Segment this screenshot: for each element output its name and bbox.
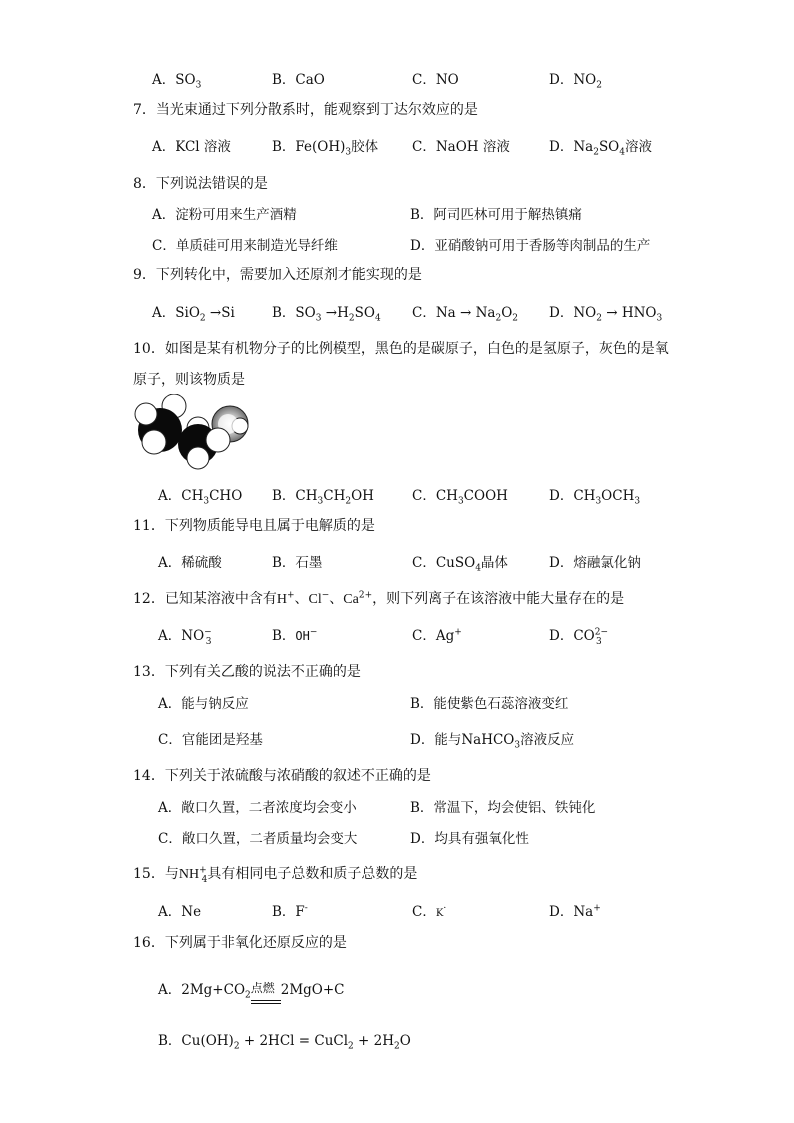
q12-stem: 12．已知某溶液中含有H+、Cl−、$Ca^{2+}$，则下列离子在该溶液中能大量存在的是 xyxy=(133,590,625,607)
q16-option-b: B．$Cu(OH)_2 + 2HCl$ = CuCl$_2$ + $2H_2O$ xyxy=(158,1033,411,1052)
hydrogen-atom xyxy=(142,430,166,454)
hydrogen-atom xyxy=(135,403,157,425)
q12-option-c: C．Ag+ xyxy=(412,627,462,644)
q7-option-c: C．NaOH 溶液 xyxy=(412,139,510,155)
q14-option-d: D．均具有强氧化性 xyxy=(410,831,529,847)
q15-option-a: A．Ne xyxy=(158,904,202,920)
q10-stem-line1: 10．如图是某有机物分子的比例模型，黑色的是碳原子，白色的是氢原子，灰色的是氧 xyxy=(133,341,669,357)
q9-option-c: C．$Na \to Na_2O_2$ xyxy=(412,305,519,324)
q14-option-c: C．敞口久置，二者质量均会变大 xyxy=(158,831,358,847)
hydrogen-atom xyxy=(206,428,230,452)
q8-option-c: C．单质硅可用来制造光导纤维 xyxy=(152,238,338,254)
q10-option-b: B．$CH_3CH_2OH$ xyxy=(272,488,374,507)
q15-option-c: C．K· xyxy=(412,903,447,920)
q11-option-a: A．稀硫酸 xyxy=(158,555,222,571)
q9-option-d: D．$NO_2 \to HNO_3$ xyxy=(549,305,663,324)
q10-option-d: D．$CH_3OCH_3$ xyxy=(549,488,641,507)
q16-stem: 16．下列属于非氧化还原反应的是 xyxy=(133,935,347,951)
q13-option-c: C．官能团是羟基 xyxy=(158,732,263,748)
q10-stem-line2: 原子，则该物质是 xyxy=(133,372,245,388)
q8-option-a: A．淀粉可用来生产酒精 xyxy=(152,207,297,223)
q9-stem: 9．下列转化中，需要加入还原剂才能实现的是 xyxy=(133,267,422,283)
q13-stem: 13．下列有关乙酸的说法不正确的是 xyxy=(133,664,361,680)
q9-option-a: A．SiO$_2$ →Si xyxy=(152,305,235,324)
q6-option-c: C．NO xyxy=(412,72,459,88)
q13-option-a: A．能与钠反应 xyxy=(158,696,249,712)
q7-option-b: B．$Fe(OH)_3$胶体 xyxy=(272,139,379,158)
q14-option-a: A．敞口久置，二者浓度均会变小 xyxy=(158,800,357,816)
q13-option-d: D．能与NaHCO$_3$溶液反应 xyxy=(410,732,575,751)
q6-option-a: A．$SO_3$ xyxy=(152,72,202,91)
q6-option-b: B．CaO xyxy=(272,72,325,88)
q15-option-d: D．Na+ xyxy=(549,903,601,920)
q8-stem: 8．下列说法错误的是 xyxy=(133,176,268,192)
q7-option-d: D．$Na_2SO_4$溶液 xyxy=(549,139,652,158)
q12-option-a: A．$NO^-_3$ xyxy=(158,627,212,647)
q11-option-c: C．CuSO$_4$晶体 xyxy=(412,555,508,574)
molecule-ball-model xyxy=(128,394,258,470)
q15-option-b: B．F- xyxy=(272,903,308,920)
q11-option-d: D．熔融氯化钠 xyxy=(549,555,641,571)
q10-option-a: A．$CH_3CHO$ xyxy=(158,488,243,507)
q10-option-c: C．$CH_3COOH$ xyxy=(412,488,508,507)
q13-option-b: B．能使紫色石蕊溶液变红 xyxy=(410,696,569,712)
q11-stem: 11．下列物质能导电且属于电解质的是 xyxy=(133,518,375,534)
q16-option-a: A．$2Mg+CO_2$ 点燃 2MgO+C xyxy=(158,978,345,998)
q11-option-b: B．石墨 xyxy=(272,555,323,571)
q8-option-b: B．阿司匹林可用于解热镇痛 xyxy=(410,207,582,223)
q15-stem: 15．与$NH^+_4$具有相同电子总数和质子总数的是 xyxy=(133,865,418,885)
q7-stem: 7．当光束通过下列分散系时，能观察到丁达尔效应的是 xyxy=(133,102,478,118)
q12-option-b: B．OH− xyxy=(272,627,318,644)
q14-option-b: B．常温下，均会使铝、铁钝化 xyxy=(410,800,596,816)
q7-option-a: A．KCl 溶液 xyxy=(152,139,231,155)
q9-option-b: B．$SO_3 \to H_2SO_4$ xyxy=(272,305,381,324)
q12-option-d: D．$CO^{2-}_3$ xyxy=(549,627,609,647)
q6-option-d: D．$NO_2$ xyxy=(549,72,602,91)
q8-option-d: D．亚硝酸钠可用于香肠等肉制品的生产 xyxy=(410,238,651,254)
hydrogen-atom xyxy=(187,447,209,469)
q14-stem: 14．下列关于浓硫酸与浓硝酸的叙述不正确的是 xyxy=(133,768,431,784)
